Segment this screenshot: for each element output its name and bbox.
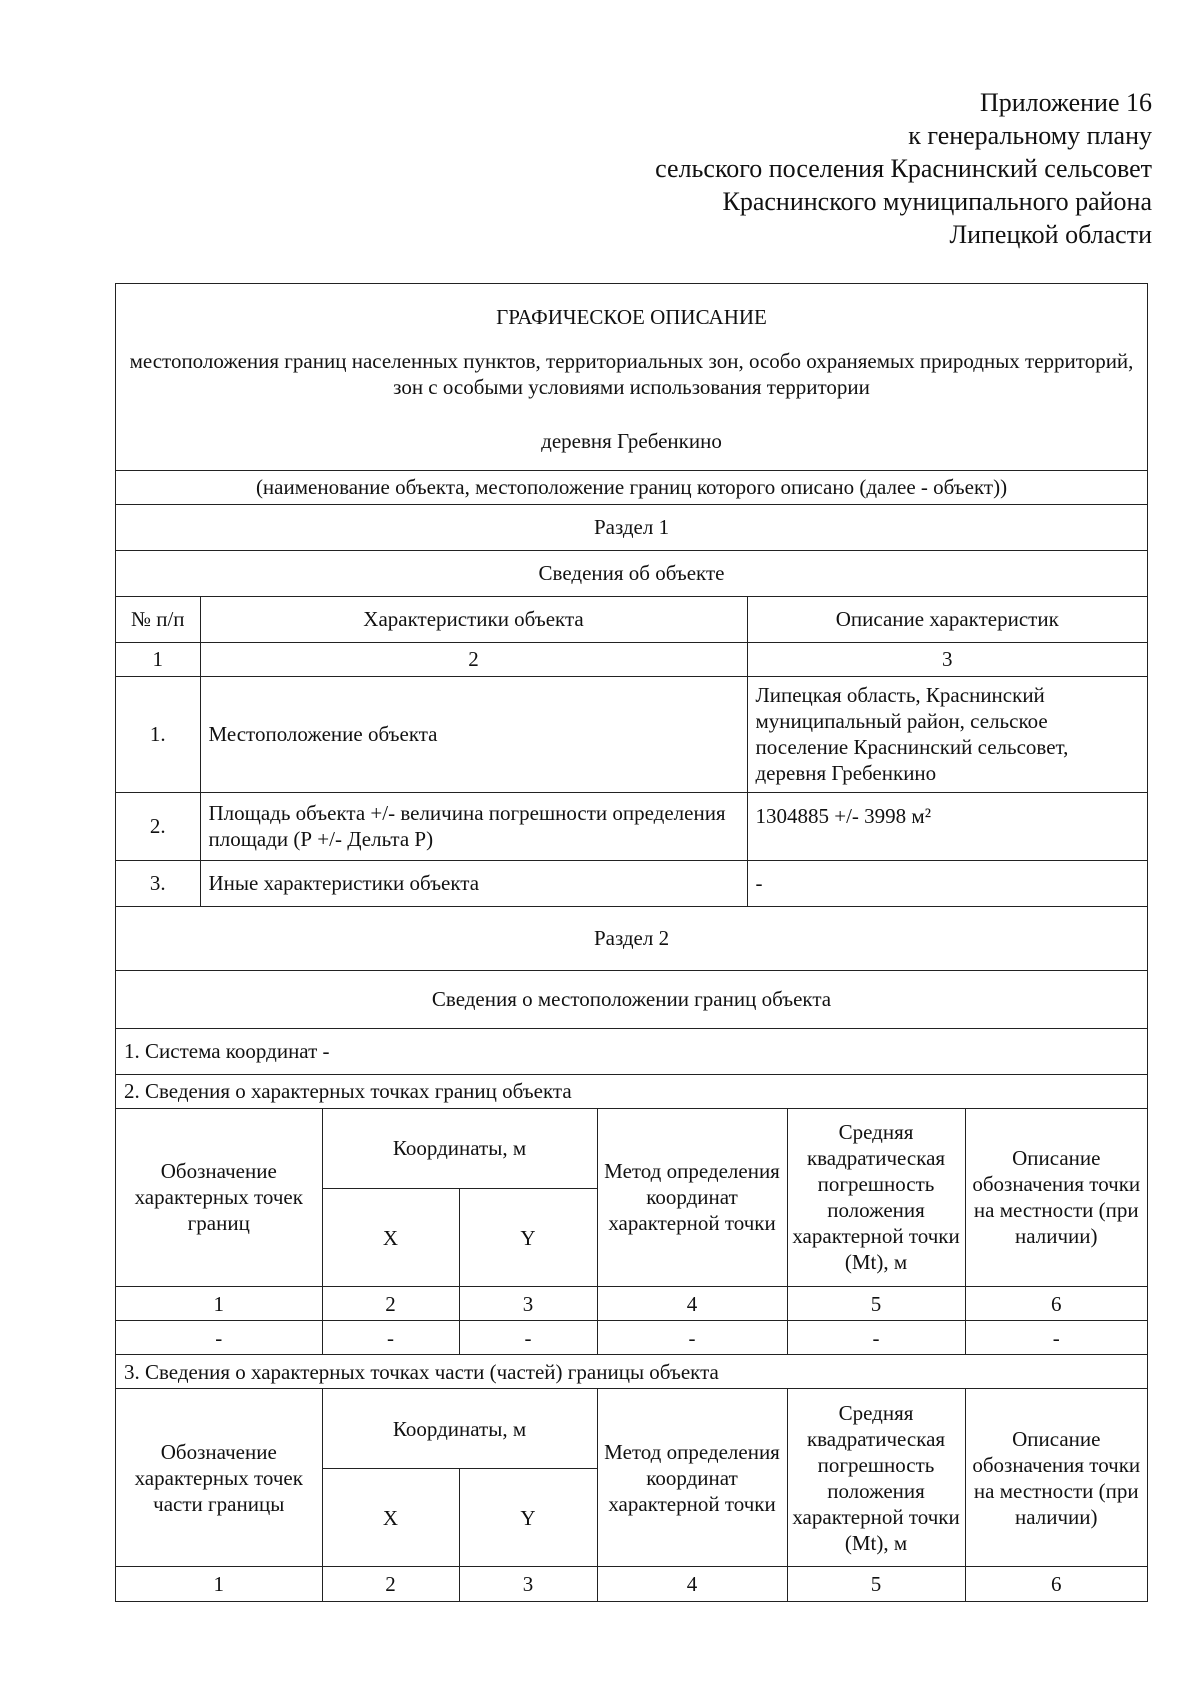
column-number: 1 xyxy=(116,1287,322,1321)
column-number: 5 xyxy=(787,1287,965,1321)
characteristic-value: - xyxy=(747,860,1147,906)
column-number: 3 xyxy=(459,1287,597,1321)
row-number: 1. xyxy=(116,676,200,792)
characteristic-name: Площадь объекта +/- величина погрешности определения площади (Р +/- Дельта Р) xyxy=(200,792,747,860)
parts-section-title: 3. Сведения о характерных точках части (частей) границы объекта xyxy=(116,1355,1147,1389)
column-number: 5 xyxy=(787,1567,965,1601)
coordinate-system: 1. Система координат - xyxy=(116,1028,1147,1074)
method-header: Метод определения координат характерной точки xyxy=(597,1109,787,1287)
section2-subtitle: Сведения о местоположении границ объекта xyxy=(116,970,1147,1028)
y-header: Y xyxy=(459,1469,597,1567)
document-subtitle: местоположения границ населенных пунктов, территориальных зон, особо охраняемых природных территорий, зон с особыми условиями использования территории xyxy=(129,348,1134,399)
document-title: ГРАФИЧЕСКОЕ ОПИСАНИЕ xyxy=(496,304,767,329)
error-header: Средняя квадратическая погрешность положения характерной точки (Mt), м xyxy=(787,1109,965,1287)
characteristic-name: Иные характеристики объекта xyxy=(200,860,747,906)
form-table xyxy=(116,284,1147,1109)
column-number: 2 xyxy=(200,642,747,676)
column-header: Характеристики объекта xyxy=(200,596,747,642)
designation-header: Обозначение характерных точек границ xyxy=(116,1109,322,1287)
column-number: 3 xyxy=(747,642,1147,676)
points-cell: - xyxy=(459,1321,597,1355)
characteristic-value: Липецкая область, Краснинский муниципальный район, сельское поселение Краснинский сельсовет, деревня Гребенкино xyxy=(747,676,1147,792)
points-cell: - xyxy=(597,1321,787,1355)
column-header: № п/п xyxy=(116,596,200,642)
points-cell: - xyxy=(965,1321,1147,1355)
appendix-line: Приложение 16 xyxy=(979,88,1152,117)
method-header: Метод определения координат характерной точки xyxy=(597,1389,787,1567)
column-number: 2 xyxy=(322,1567,459,1601)
column-number: 2 xyxy=(322,1287,459,1321)
column-number: 4 xyxy=(597,1567,787,1601)
coordinates-header: Координаты, м xyxy=(322,1389,597,1469)
coordinates-header: Координаты, м xyxy=(322,1109,597,1189)
header-block xyxy=(116,284,1147,470)
column-number: 6 xyxy=(965,1567,1147,1601)
column-number: 1 xyxy=(116,1567,322,1601)
object-caption: (наименование объекта, местоположение границ которого описано (далее - объект)) xyxy=(116,470,1147,504)
row-number: 2. xyxy=(116,792,200,860)
description-header: Описание обозначения точки на местности (при наличии) xyxy=(965,1109,1147,1287)
column-header: Описание характеристик xyxy=(747,596,1147,642)
section1-subtitle: Сведения об объекте xyxy=(116,550,1147,596)
points-section-title: 2. Сведения о характерных точках границ объекта xyxy=(116,1074,1147,1108)
x-header: X xyxy=(322,1189,459,1287)
characteristic-value: 1304885 +/- 3998 м² xyxy=(747,792,1147,860)
appendix-line: к генеральному плану xyxy=(908,121,1152,150)
column-number: 1 xyxy=(116,642,200,676)
section2-title: Раздел 2 xyxy=(116,906,1147,970)
column-number: 3 xyxy=(459,1567,597,1601)
object-name: деревня Гребенкино xyxy=(541,428,722,453)
description-header: Описание обозначения точки на местности (при наличии) xyxy=(965,1389,1147,1567)
points-cell: - xyxy=(116,1321,322,1355)
points-cell: - xyxy=(787,1321,965,1355)
points-table xyxy=(116,1109,1147,1601)
x-header: X xyxy=(322,1469,459,1567)
characteristic-name: Местоположение объекта xyxy=(200,676,747,792)
error-header: Средняя квадратическая погрешность положения характерной точки (Mt), м xyxy=(787,1389,965,1567)
description-form xyxy=(115,283,1148,1602)
appendix-block xyxy=(655,86,1152,251)
column-number: 6 xyxy=(965,1287,1147,1321)
designation-header: Обозначение характерных точек части границы xyxy=(116,1389,322,1567)
column-number: 4 xyxy=(597,1287,787,1321)
points-cell: - xyxy=(322,1321,459,1355)
appendix-line: сельского поселения Краснинский сельсовет xyxy=(655,154,1152,183)
appendix-line: Краснинского муниципального района xyxy=(722,187,1152,216)
appendix-line: Липецкой области xyxy=(949,220,1152,249)
row-number: 3. xyxy=(116,860,200,906)
y-header: Y xyxy=(459,1189,597,1287)
section1-title: Раздел 1 xyxy=(116,504,1147,550)
